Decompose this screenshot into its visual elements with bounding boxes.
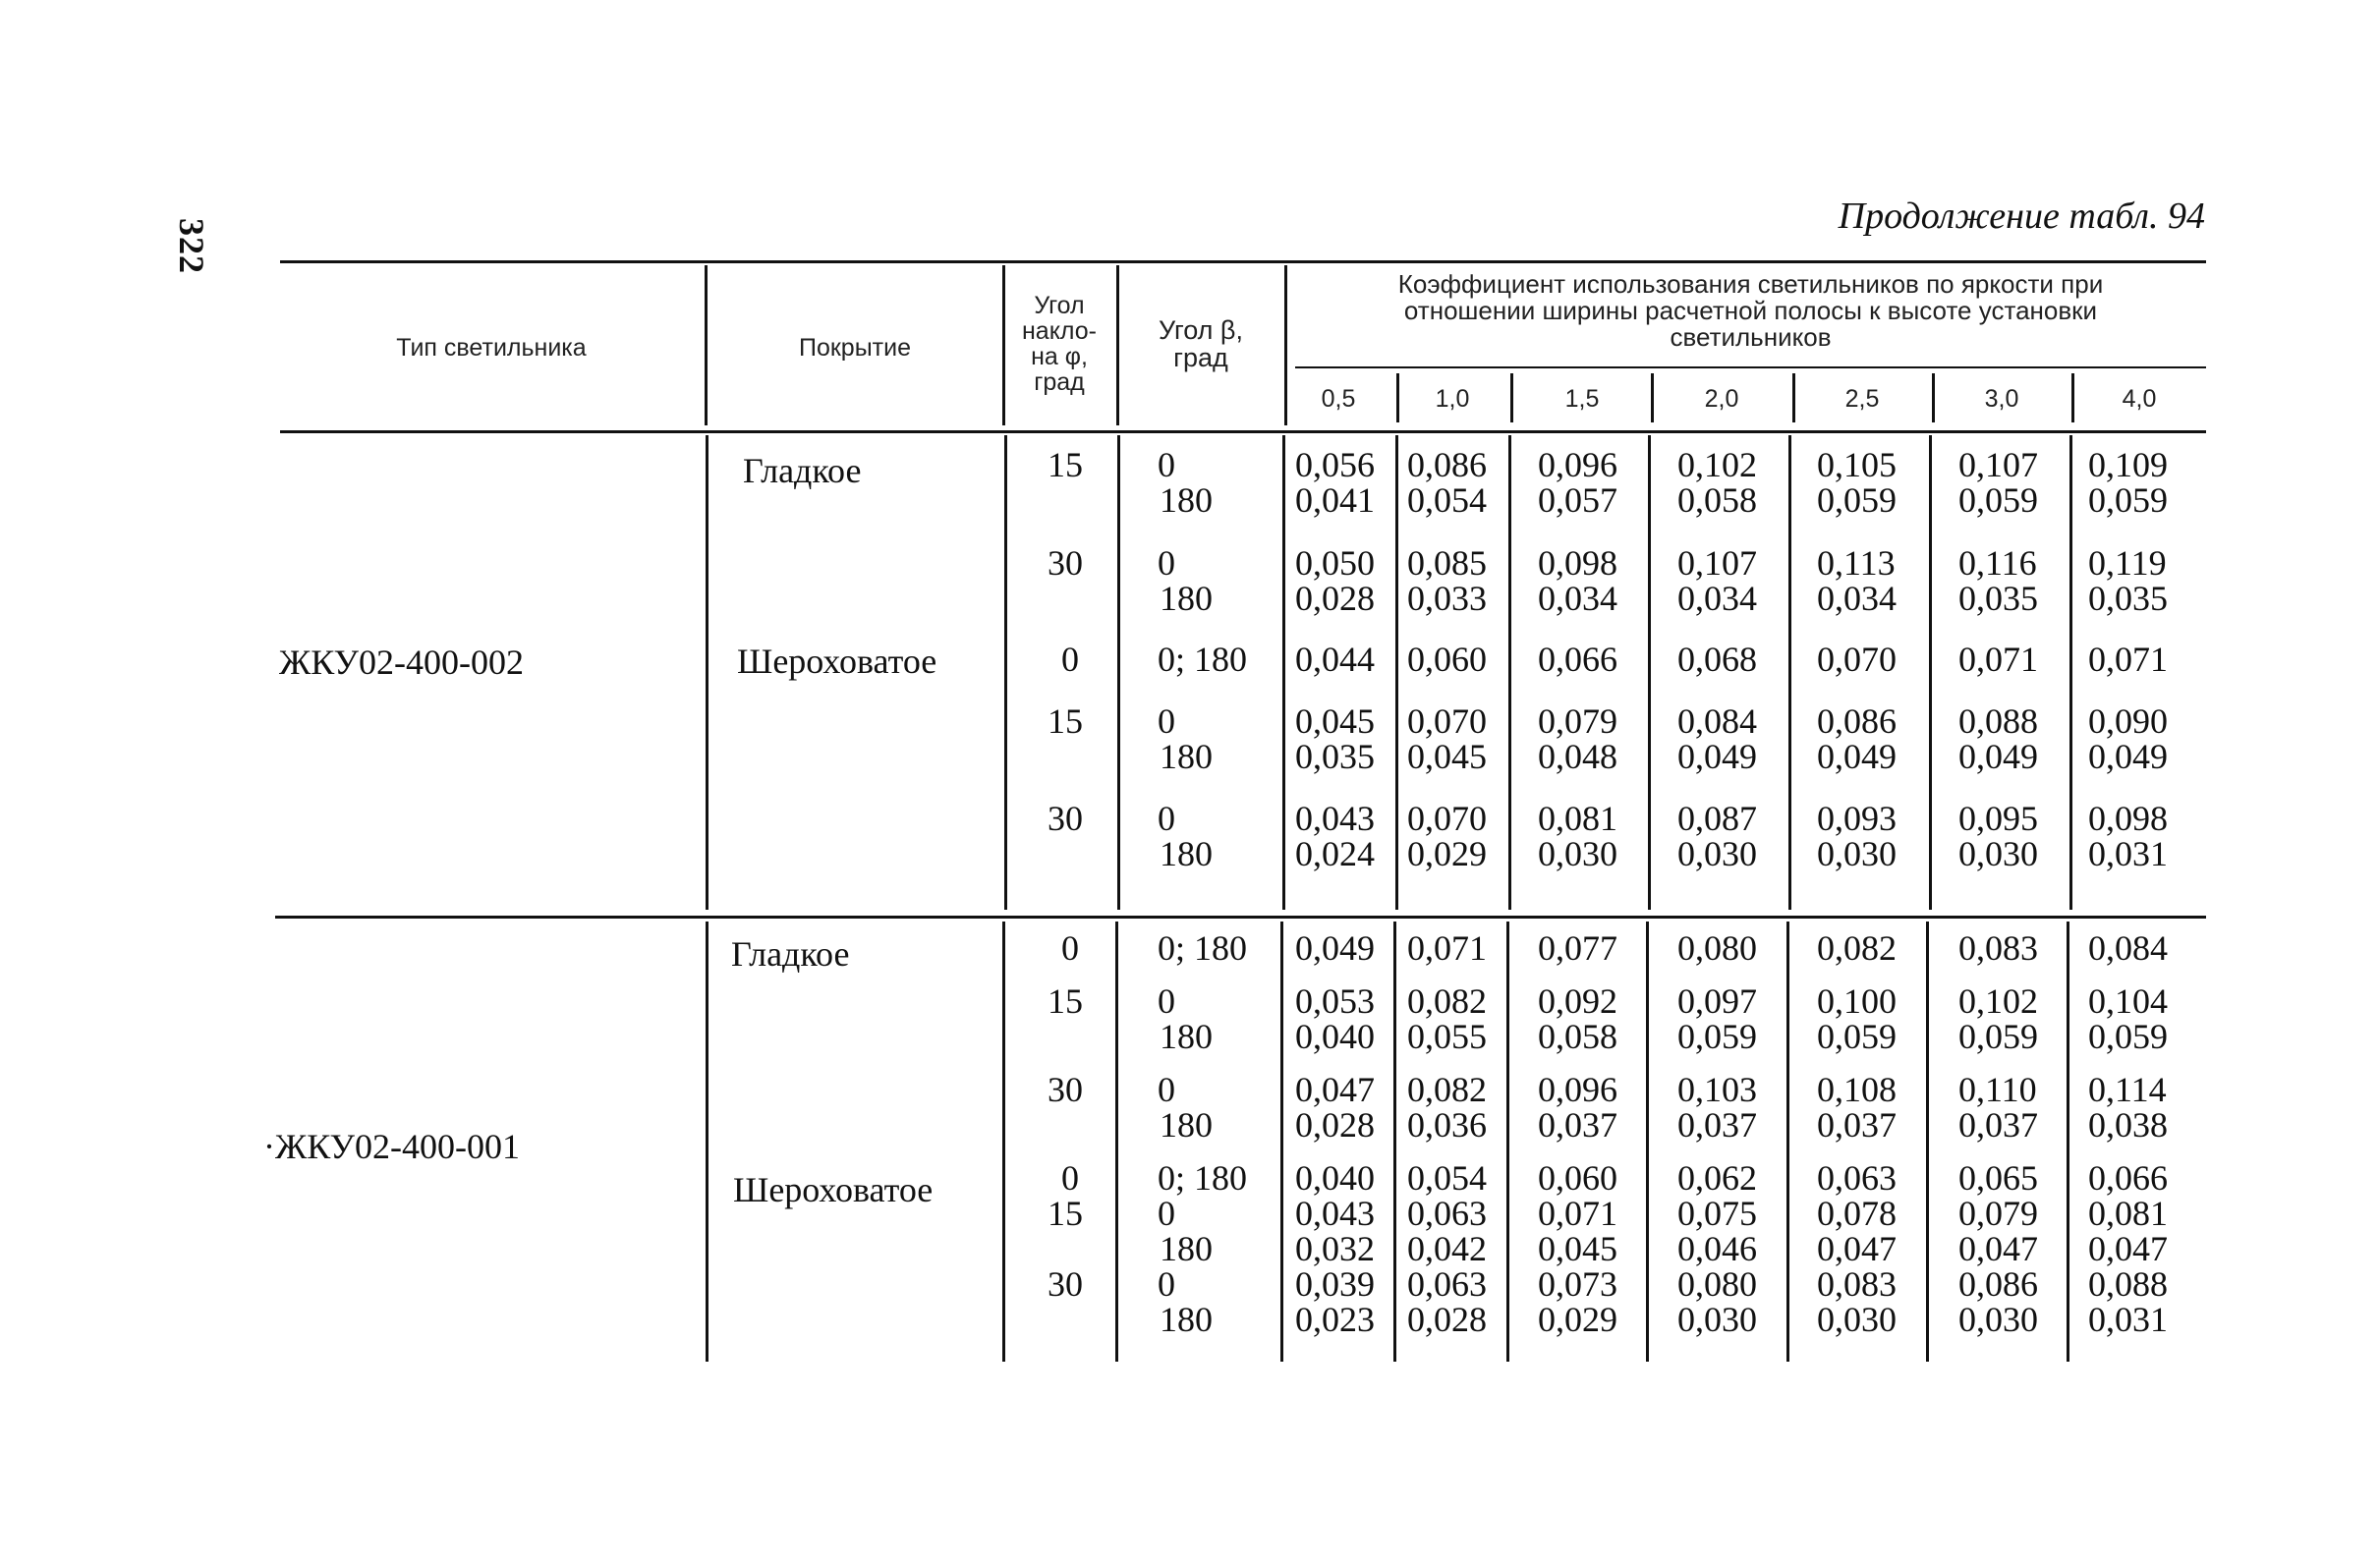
value-cell: 0,035: [1958, 579, 2038, 618]
value-cell: 0,049: [1817, 737, 1897, 776]
beta-cell: 0: [1158, 981, 1175, 1021]
value-cell: 0,083: [1958, 928, 2038, 968]
vline: [1926, 922, 1929, 1362]
value-cell: 0,080: [1677, 1264, 1757, 1304]
cover-label: Гладкое: [731, 934, 850, 974]
value-cell: 0,107: [1958, 445, 2038, 484]
cover-label: Гладкое: [743, 451, 862, 490]
vline: [1508, 435, 1511, 910]
vline: [1282, 435, 1285, 910]
value-cell: 0,071: [2088, 640, 2168, 679]
value-cell: 0,037: [1817, 1105, 1897, 1145]
value-cell: 0,097: [1677, 981, 1757, 1021]
value-cell: 0,058: [1677, 480, 1757, 520]
phi-cell: 30: [1048, 543, 1083, 583]
value-cell: 0,059: [1958, 1017, 2038, 1056]
value-cell: 0,107: [1677, 543, 1757, 583]
vline: [1393, 922, 1396, 1362]
value-cell: 0,034: [1677, 579, 1757, 618]
vline: [2067, 922, 2069, 1362]
value-cell: 0,104: [2088, 981, 2168, 1021]
value-cell: 0,096: [1538, 445, 1617, 484]
beta-cell: 0: [1158, 1070, 1175, 1109]
ratio-header-3: 2,0: [1704, 385, 1739, 413]
value-cell: 0,056: [1295, 445, 1375, 484]
value-cell: 0,047: [1958, 1229, 2038, 1268]
value-cell: 0,028: [1407, 1300, 1487, 1339]
luminaire-type-2: ·ЖКУ02-400-001: [263, 1127, 520, 1166]
cover-label: Шероховатое: [737, 642, 937, 681]
value-cell: 0,040: [1295, 1017, 1375, 1056]
value-cell: 0,114: [2088, 1070, 2167, 1109]
table-continuation-title: Продолжение табл. 94: [1838, 196, 2205, 237]
value-cell: 0,028: [1295, 1105, 1375, 1145]
value-cell: 0,063: [1407, 1194, 1487, 1233]
value-cell: 0,050: [1295, 543, 1375, 583]
value-cell: 0,079: [1538, 701, 1617, 741]
beta-cell: 180: [1160, 737, 1213, 776]
value-cell: 0,060: [1538, 1158, 1617, 1198]
beta-cell: 0; 180: [1158, 640, 1248, 679]
vline: [1395, 435, 1398, 910]
vline: [1788, 435, 1791, 910]
rule-top: [280, 260, 2206, 263]
beta-cell: 0: [1158, 1264, 1175, 1304]
vline: [1646, 922, 1649, 1362]
vline: [2069, 435, 2072, 910]
value-cell: 0,034: [1538, 579, 1617, 618]
value-cell: 0,059: [2088, 480, 2168, 520]
value-cell: 0,086: [1817, 701, 1897, 741]
value-cell: 0,045: [1538, 1229, 1617, 1268]
value-cell: 0,103: [1677, 1070, 1757, 1109]
value-cell: 0,030: [1817, 1300, 1897, 1339]
value-cell: 0,028: [1295, 579, 1375, 618]
value-cell: 0,093: [1817, 799, 1897, 838]
rule-header-bottom: [280, 430, 2206, 433]
phi-cell: 15: [1048, 445, 1083, 484]
value-cell: 0,108: [1817, 1070, 1897, 1109]
value-cell: 0,082: [1407, 981, 1487, 1021]
value-cell: 0,037: [1538, 1105, 1617, 1145]
value-cell: 0,053: [1295, 981, 1375, 1021]
luminaire-type-1: ЖКУ02-400-002: [279, 643, 525, 682]
rule-group-separator: [275, 916, 2206, 919]
value-cell: 0,092: [1538, 981, 1617, 1021]
vline: [1280, 922, 1283, 1362]
value-cell: 0,068: [1677, 640, 1757, 679]
value-cell: 0,084: [1677, 701, 1757, 741]
vline: [1929, 435, 1932, 910]
header-beta: Угол β, град: [1159, 315, 1243, 372]
value-cell: 0,110: [1958, 1070, 2037, 1109]
value-cell: 0,058: [1538, 1017, 1617, 1056]
value-cell: 0,086: [1407, 445, 1487, 484]
value-cell: 0,030: [1958, 834, 2038, 873]
value-cell: 0,070: [1817, 640, 1897, 679]
value-cell: 0,082: [1407, 1070, 1487, 1109]
value-cell: 0,037: [1677, 1105, 1757, 1145]
value-cell: 0,070: [1407, 799, 1487, 838]
value-cell: 0,088: [1958, 701, 2038, 741]
phi-cell: 0: [1061, 1158, 1079, 1198]
value-cell: 0,066: [1538, 640, 1617, 679]
value-cell: 0,039: [1295, 1264, 1375, 1304]
value-cell: 0,037: [1958, 1105, 2038, 1145]
value-cell: 0,119: [2088, 543, 2167, 583]
value-cell: 0,073: [1538, 1264, 1617, 1304]
value-cell: 0,024: [1295, 834, 1375, 873]
beta-cell: 0; 180: [1158, 928, 1248, 968]
phi-cell: 30: [1048, 1070, 1083, 1109]
value-cell: 0,059: [1817, 480, 1897, 520]
value-cell: 0,029: [1407, 834, 1487, 873]
value-cell: 0,102: [1677, 445, 1757, 484]
value-cell: 0,071: [1958, 640, 2038, 679]
value-cell: 0,063: [1817, 1158, 1897, 1198]
phi-cell: 15: [1048, 981, 1083, 1021]
value-cell: 0,043: [1295, 1194, 1375, 1233]
value-cell: 0,080: [1677, 928, 1757, 968]
value-cell: 0,030: [1817, 834, 1897, 873]
vline: [1786, 922, 1789, 1362]
value-cell: 0,065: [1958, 1158, 2038, 1198]
value-cell: 0,070: [1407, 701, 1487, 741]
value-cell: 0,088: [2088, 1264, 2168, 1304]
value-cell: 0,041: [1295, 480, 1375, 520]
value-cell: 0,075: [1677, 1194, 1757, 1233]
phi-cell: 30: [1048, 1264, 1083, 1304]
value-cell: 0,054: [1407, 1158, 1487, 1198]
value-cell: 0,030: [1538, 834, 1617, 873]
value-cell: 0,031: [2088, 834, 2168, 873]
value-cell: 0,087: [1677, 799, 1757, 838]
ratio-header-4: 2,5: [1844, 385, 1880, 413]
rule-coef-under: [1295, 366, 2206, 368]
beta-cell: 180: [1160, 1105, 1213, 1145]
value-cell: 0,043: [1295, 799, 1375, 838]
value-cell: 0,085: [1407, 543, 1487, 583]
phi-cell: 15: [1048, 701, 1083, 741]
beta-cell: 0: [1158, 445, 1175, 484]
vline: [1648, 435, 1651, 910]
value-cell: 0,081: [1538, 799, 1617, 838]
value-cell: 0,030: [1677, 1300, 1757, 1339]
value-cell: 0,109: [2088, 445, 2168, 484]
phi-cell: 30: [1048, 799, 1083, 838]
value-cell: 0,049: [1295, 928, 1375, 968]
value-cell: 0,049: [2088, 737, 2168, 776]
page-number: 322: [172, 218, 211, 274]
value-cell: 0,032: [1295, 1229, 1375, 1268]
phi-cell: 15: [1048, 1194, 1083, 1233]
vline: [1115, 922, 1118, 1362]
value-cell: 0,059: [1677, 1017, 1757, 1056]
value-cell: 0,059: [1817, 1017, 1897, 1056]
header-type: Тип светильника: [396, 334, 587, 362]
beta-cell: 0: [1158, 701, 1175, 741]
value-cell: 0,102: [1958, 981, 2038, 1021]
value-cell: 0,030: [1958, 1300, 2038, 1339]
value-cell: 0,081: [2088, 1194, 2168, 1233]
value-cell: 0,086: [1958, 1264, 2038, 1304]
value-cell: 0,059: [2088, 1017, 2168, 1056]
value-cell: 0,057: [1538, 480, 1617, 520]
value-cell: 0,046: [1677, 1229, 1757, 1268]
value-cell: 0,042: [1407, 1229, 1487, 1268]
value-cell: 0,059: [1958, 480, 2038, 520]
beta-cell: 0: [1158, 543, 1175, 583]
value-cell: 0,098: [2088, 799, 2168, 838]
vline: [1506, 922, 1509, 1362]
value-cell: 0,045: [1295, 701, 1375, 741]
value-cell: 0,033: [1407, 579, 1487, 618]
value-cell: 0,066: [2088, 1158, 2168, 1198]
value-cell: 0,029: [1538, 1300, 1617, 1339]
value-cell: 0,062: [1677, 1158, 1757, 1198]
ratio-header-1: 1,0: [1435, 385, 1470, 413]
value-cell: 0,038: [2088, 1105, 2168, 1145]
beta-cell: 180: [1160, 1017, 1213, 1056]
beta-cell: 0: [1158, 799, 1175, 838]
phi-cell: 0: [1061, 928, 1079, 968]
beta-cell: 180: [1160, 1229, 1213, 1268]
value-cell: 0,096: [1538, 1070, 1617, 1109]
vline: [706, 922, 708, 1362]
value-cell: 0,047: [1817, 1229, 1897, 1268]
value-cell: 0,040: [1295, 1158, 1375, 1198]
vline: [1004, 435, 1007, 910]
value-cell: 0,100: [1817, 981, 1897, 1021]
value-cell: 0,082: [1817, 928, 1897, 968]
cover-label: Шероховатое: [733, 1170, 934, 1209]
value-cell: 0,083: [1817, 1264, 1897, 1304]
ratio-header-6: 4,0: [2122, 385, 2157, 413]
beta-cell: 0; 180: [1158, 1158, 1248, 1198]
value-cell: 0,077: [1538, 928, 1617, 968]
value-cell: 0,060: [1407, 640, 1487, 679]
value-cell: 0,030: [1677, 834, 1757, 873]
value-cell: 0,036: [1407, 1105, 1487, 1145]
value-cell: 0,078: [1817, 1194, 1897, 1233]
ratio-header-0: 0,5: [1321, 385, 1356, 413]
vline: [1002, 922, 1005, 1362]
value-cell: 0,071: [1538, 1194, 1617, 1233]
vline: [1117, 435, 1120, 910]
value-cell: 0,084: [2088, 928, 2168, 968]
value-cell: 0,071: [1407, 928, 1487, 968]
value-cell: 0,035: [2088, 579, 2168, 618]
ratio-header-2: 1,5: [1564, 385, 1600, 413]
value-cell: 0,054: [1407, 480, 1487, 520]
beta-cell: 180: [1160, 579, 1213, 618]
value-cell: 0,098: [1538, 543, 1617, 583]
ratio-header-5: 3,0: [1984, 385, 2019, 413]
value-cell: 0,047: [2088, 1229, 2168, 1268]
value-cell: 0,048: [1538, 737, 1617, 776]
vline: [706, 435, 708, 910]
value-cell: 0,055: [1407, 1017, 1487, 1056]
value-cell: 0,047: [1295, 1070, 1375, 1109]
value-cell: 0,049: [1677, 737, 1757, 776]
header-cover: Покрытие: [798, 334, 911, 362]
value-cell: 0,023: [1295, 1300, 1375, 1339]
value-cell: 0,095: [1958, 799, 2038, 838]
value-cell: 0,113: [1817, 543, 1896, 583]
value-cell: 0,031: [2088, 1300, 2168, 1339]
value-cell: 0,063: [1407, 1264, 1487, 1304]
value-cell: 0,035: [1295, 737, 1375, 776]
value-cell: 0,079: [1958, 1194, 2038, 1233]
header-coefficient: Коэффициент использования светильников по яркости при отношении ширины расчетной полосы к высоте установки светильников: [1397, 269, 2104, 352]
beta-cell: 180: [1160, 480, 1213, 520]
value-cell: 0,116: [1958, 543, 2037, 583]
beta-cell: 0: [1158, 1194, 1175, 1233]
beta-cell: 180: [1160, 834, 1213, 873]
vline: [705, 265, 708, 425]
value-cell: 0,090: [2088, 701, 2168, 741]
value-cell: 0,105: [1817, 445, 1897, 484]
beta-cell: 180: [1160, 1300, 1213, 1339]
phi-cell: 0: [1061, 640, 1079, 679]
value-cell: 0,044: [1295, 640, 1375, 679]
value-cell: 0,045: [1407, 737, 1487, 776]
value-cell: 0,034: [1817, 579, 1897, 618]
value-cell: 0,049: [1958, 737, 2038, 776]
header-phi: Угол накло- на φ, град: [1021, 292, 1098, 396]
